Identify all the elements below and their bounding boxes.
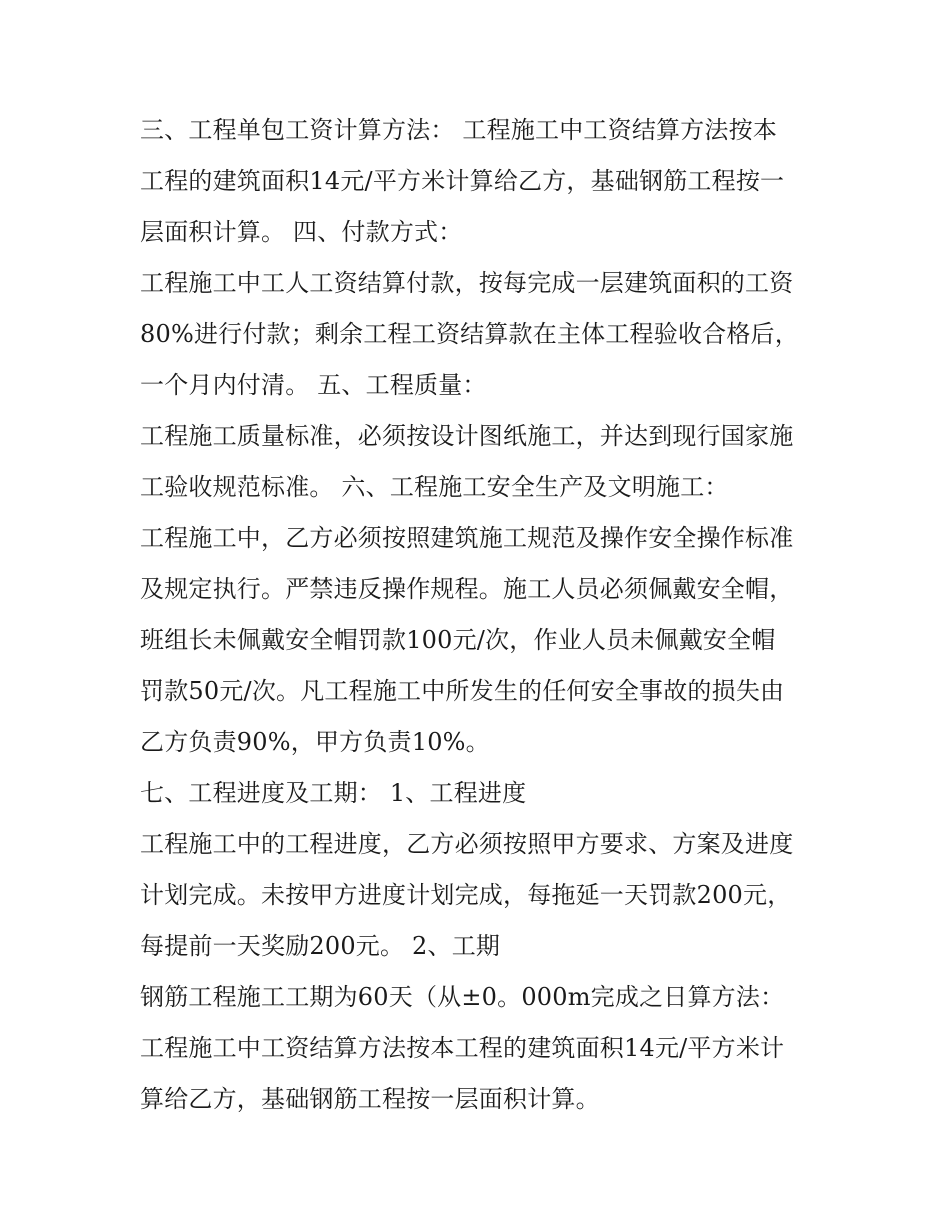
text-line: 工程施工中的工程进度，乙方必须按照甲方要求、方案及进度 [140, 830, 794, 858]
text-line: 工程施工中，乙方必须按照建筑施工规范及操作安全操作标准 [140, 524, 794, 552]
text-line: 工程施工中工人工资结算付款，按每完成一层建筑面积的工资 [140, 269, 794, 297]
text-line: 工验收规范标准。 六、工程施工安全生产及文明施工： [140, 473, 729, 501]
text-line: 罚款50元/次。凡工程施工中所发生的任何安全事故的损失由 [140, 677, 785, 705]
text-line: 七、工程进度及工期： 1、工程进度 [140, 779, 527, 807]
text-line: 计划完成。未按甲方进度计划完成，每拖延一天罚款200元， [140, 881, 792, 909]
text-line: 工程施工质量标准，必须按设计图纸施工，并达到现行国家施 [140, 422, 794, 450]
text-line: 三、工程单包工资计算方法： 工程施工中工资结算方法按本 [140, 116, 778, 144]
text-line: 工程施工中工资结算方法按本工程的建筑面积14元/平方米计 [140, 1034, 785, 1062]
text-line: 工程的建筑面积14元/平方米计算给乙方，基础钢筋工程按一 [140, 167, 785, 195]
text-line: 算给乙方，基础钢筋工程按一层面积计算。 [140, 1085, 600, 1113]
text-line: 钢筋工程施工工期为60天（从±0。000m完成之日算方法： [140, 983, 785, 1011]
text-line: 每提前一天奖励200元。 2、工期 [140, 932, 501, 960]
text-line: 班组长未佩戴安全帽罚款100元/次，作业人员未佩戴安全帽 [140, 626, 776, 654]
document-body [140, 105, 820, 1125]
text-line: 乙方负责90%，甲方负责10%。 [140, 728, 490, 756]
text-line: 层面积计算。 四、付款方式： [140, 218, 463, 246]
text-line: 一个月内付清。 五、工程质量： [140, 371, 487, 399]
text-line: 及规定执行。严禁违反操作规程。施工人员必须佩戴安全帽， [140, 575, 794, 603]
text-line: 80%进行付款；剩余工程工资结算款在主体工程验收合格后， [140, 320, 799, 348]
